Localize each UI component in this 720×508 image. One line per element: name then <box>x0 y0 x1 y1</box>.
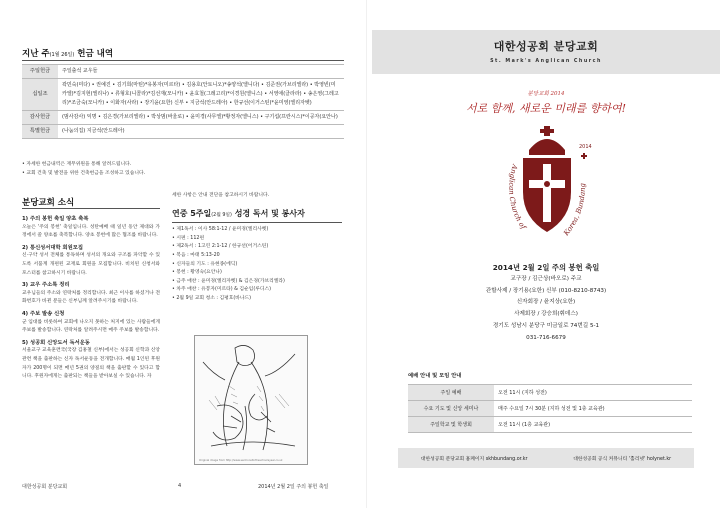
offering-note: • 자세한 헌금내역은 재무위원을 통해 알려드립니다. <box>22 162 132 167</box>
news-item <box>22 244 160 278</box>
offering-value: 주일출석 교우들 <box>58 65 344 79</box>
schedule-row <box>408 417 692 433</box>
news-body: 군 입대를 비롯하여 교회에 나오지 못하는 처지에 있는 사람들에게 주보를 발송합니다. 연락처를 알려주시면 매주 주보를 발송합니다. <box>22 319 160 334</box>
readings-item: • 제1독서 : 이사 58:1-12 / 윤미경(엘리사벳) <box>172 227 269 233</box>
news-body: 교우님들의 주소와 연락처를 정리합니다. 최근 이사를 하셨거나 전화번호가 바뀐 분들은 신부님께 알려주시기를 바랍니다. <box>22 290 160 305</box>
offering-label: 감사헌금 <box>22 111 58 125</box>
news-heading: 3) 교우 주소록 정리 <box>22 282 70 289</box>
news-item <box>22 215 160 241</box>
offering-rule <box>22 60 344 61</box>
church-logo-icon <box>499 124 595 254</box>
logo-text-right: Korea, Bundang <box>562 182 587 238</box>
offering-table <box>22 64 344 139</box>
readings-item: • 복음 : 마태 5:13-20 <box>172 252 220 258</box>
service-line: 경기도 성남시 분당구 미금일로 74번길 5-1 <box>492 322 600 329</box>
schedule-row <box>408 385 692 401</box>
church-name-english: St. Mark's Anglican Church <box>490 59 602 64</box>
service-title: 2014년 2월 2일 주의 봉헌 축일 <box>492 263 600 272</box>
schedule-value: 오전 11시 (1층 교육관) <box>494 417 692 433</box>
news-item <box>22 339 160 382</box>
offering-label: 특별헌금 <box>22 125 58 139</box>
footer-church: 대한성공회 분당교회 <box>22 484 68 490</box>
news-body: 오늘은 '주의 봉헌' 축일입니다. 성탄예배 때 일년 동안 제대와 가정에서 쓸 양초를 축복합니다. 양초 봉헌에 많은 협조를 바랍니다. <box>22 224 160 239</box>
page-fold <box>366 0 367 508</box>
news-heading: 5) 성공회 신앙도서 독서운동 <box>22 339 90 346</box>
service-line: 031-716-6679 <box>526 334 566 341</box>
readings-title <box>172 210 342 221</box>
news-continuation: 세한 사항은 안내 전단을 참고하시기 바랍니다. <box>172 193 270 198</box>
church-name: 대한성공회 분당교회 <box>493 40 599 53</box>
offering-label: 주일헌금 <box>22 65 58 79</box>
right-page <box>372 0 720 508</box>
news-body: 서울교구 교육훈련국(국장 김홍철 신부)에서는 성공회 신학과 신앙 관련 책을 출판하는 신자 독서운동을 전개합니다. 매월 1인된 후원자가 200명이 되면 매년 5권의 양질의 책을 출판할 수 있다고 합니다. 후원자에게는 출판되는 책들을 받아보실 수 있습니다. 자 <box>22 348 161 380</box>
readings-item: • 차주 애찬 : 유봉자(미르타) & 김순임(루디스) <box>172 287 271 293</box>
service-line: 신자회장 / 윤지상(요한) <box>516 299 576 306</box>
news-title: 분당교회 소식 <box>22 198 75 208</box>
schedule-title: 예배 안내 및 모임 안내 <box>408 373 462 379</box>
motto-label: 분당교회 2014 <box>527 91 565 97</box>
news-item <box>22 281 160 307</box>
offering-value: (나눔의집) 지금석(안드레아) <box>58 125 344 139</box>
sketch-image <box>195 336 307 456</box>
news-body: 신·구약 성서 전체를 통독하며 성서의 개요와 구조를 파악할 수 있도록 서품계 개편된 교재로 회원을 모집합니다. 비치된 신청서와 포스터를 참고하시기 바랍니다. <box>22 253 160 276</box>
news-rule <box>22 208 160 209</box>
presentation-illustration <box>194 335 308 465</box>
schedule-label: 수요 기도 및 신앙 세미나 <box>408 401 494 417</box>
readings-item: • 2월 9일 교회 청소 : 김평호(바나드) <box>172 295 252 301</box>
service-line: 사제회장 / 강승희(휘데스) <box>514 311 578 318</box>
readings-title-rest: 성경 독서 및 봉사자 <box>231 208 305 218</box>
readings-list <box>172 226 342 303</box>
motto: 서로 함께, 새로운 미래를 향하여! <box>465 102 627 115</box>
homepage-link[interactable]: 대한성공회 분당교회 홈페이지 skhbundang.or.kr <box>420 456 528 462</box>
logo-text-left: Anglican Church of <box>507 163 528 231</box>
footer-page-number: 4 <box>178 483 182 489</box>
offering-notes <box>22 161 342 178</box>
readings-item: • 봉헌 : 황영숙(요안나) <box>172 270 222 276</box>
holynet-link[interactable]: 대한성공회 공식 커뮤니티 '홀리넷' holynet.kr <box>573 456 672 462</box>
schedule-value: 오전 11시 (지하 성전) <box>494 385 692 401</box>
service-line: 교구장 / 김근상(바오로) 주교 <box>510 275 582 282</box>
news-list <box>22 212 160 382</box>
offering-value: (범사감사) 익명 • 김은경(가브리엘라) • 박상범(바울로) • 윤미경(사무엘)*황정자(엘니스) • 구기섭(프란시스)*이공자(요안나) <box>58 111 344 125</box>
news-item <box>22 310 160 336</box>
offering-row <box>22 65 344 79</box>
schedule-label: 주일 예배 <box>408 385 494 401</box>
readings-title-date: (2월 9일) <box>211 212 232 218</box>
links-band <box>398 448 694 468</box>
readings-item: • 신자들의 기도 : 유현종(에딕) <box>172 261 238 267</box>
news-heading: 2) 통신성서대학 회원모집 <box>22 244 83 251</box>
readings-column <box>172 192 342 304</box>
offering-value: 곽민숙(미다) • 권예진 • 김기희(마틴)*유봉자(미르타) • 김용호(안토니오)*송양석(엘니다) • 김준권(가브리엘라) • 박영빈(미카엘)*김지현(엘리나) • 류형호(니콜라)*김선재(모니카) • 윤효철(그레고리)*이경원(엘니스) • 서영애(클라라) • 송은영(그레고리)*조금숙(모니카) • 이화자(사라) • 장기윤(요한) 신부 • 지금석(안드레아) • 한규선(이거스틴)*윤미영(엘리자벳) <box>58 79 344 111</box>
schedule-row <box>408 401 692 417</box>
offering-title <box>22 47 113 59</box>
offering-title-rest: 헌금 내역 <box>74 49 114 59</box>
offering-row <box>22 111 344 125</box>
offering-row <box>22 125 344 139</box>
cover-header <box>372 30 720 74</box>
readings-item: • 제2독서 : 1고린 2:1-12 / 한규선(어거스틴) <box>172 244 269 250</box>
offering-title-date: (1월 26일) <box>49 52 75 58</box>
service-line: 관할사제 / 장기용(요한) 신부 (010-8210-8743) <box>485 287 607 294</box>
offering-label: 십일조 <box>22 79 58 111</box>
readings-item: • 금주 애찬 : 윤미경(엘리자벳) & 김은경(가브리엘라) <box>172 278 285 284</box>
logo-year: 2014 <box>579 144 592 150</box>
news-heading: 1) 주의 봉헌 축일 양초 축복 <box>22 216 89 222</box>
offering-note: • 교회 건축 및 발전을 위한 건축헌금을 조성하고 있습니다. <box>22 170 146 176</box>
offering-row <box>22 79 344 111</box>
schedule-table <box>408 384 692 433</box>
schedule-label: 주일학교 및 학생회 <box>408 417 494 433</box>
service-info <box>372 262 720 345</box>
footer-date: 2014년 2월 2일 주의 봉헌 축일 <box>258 484 329 490</box>
readings-item: • 시편 : 112편 <box>172 235 205 241</box>
illustration-caption: Original image from http://www.sermonsfortheschoolsyear.co.uk <box>199 459 283 462</box>
schedule-value: 매주 수요일 7시 30분 (지하 성전 및 1층 교육관) <box>494 401 692 417</box>
offering-title-main: 지난 주 <box>22 49 50 59</box>
readings-rule <box>172 222 342 223</box>
readings-title-main: 연중 5주일 <box>172 208 212 218</box>
news-heading: 4) 주보 발송 신청 <box>22 310 65 317</box>
